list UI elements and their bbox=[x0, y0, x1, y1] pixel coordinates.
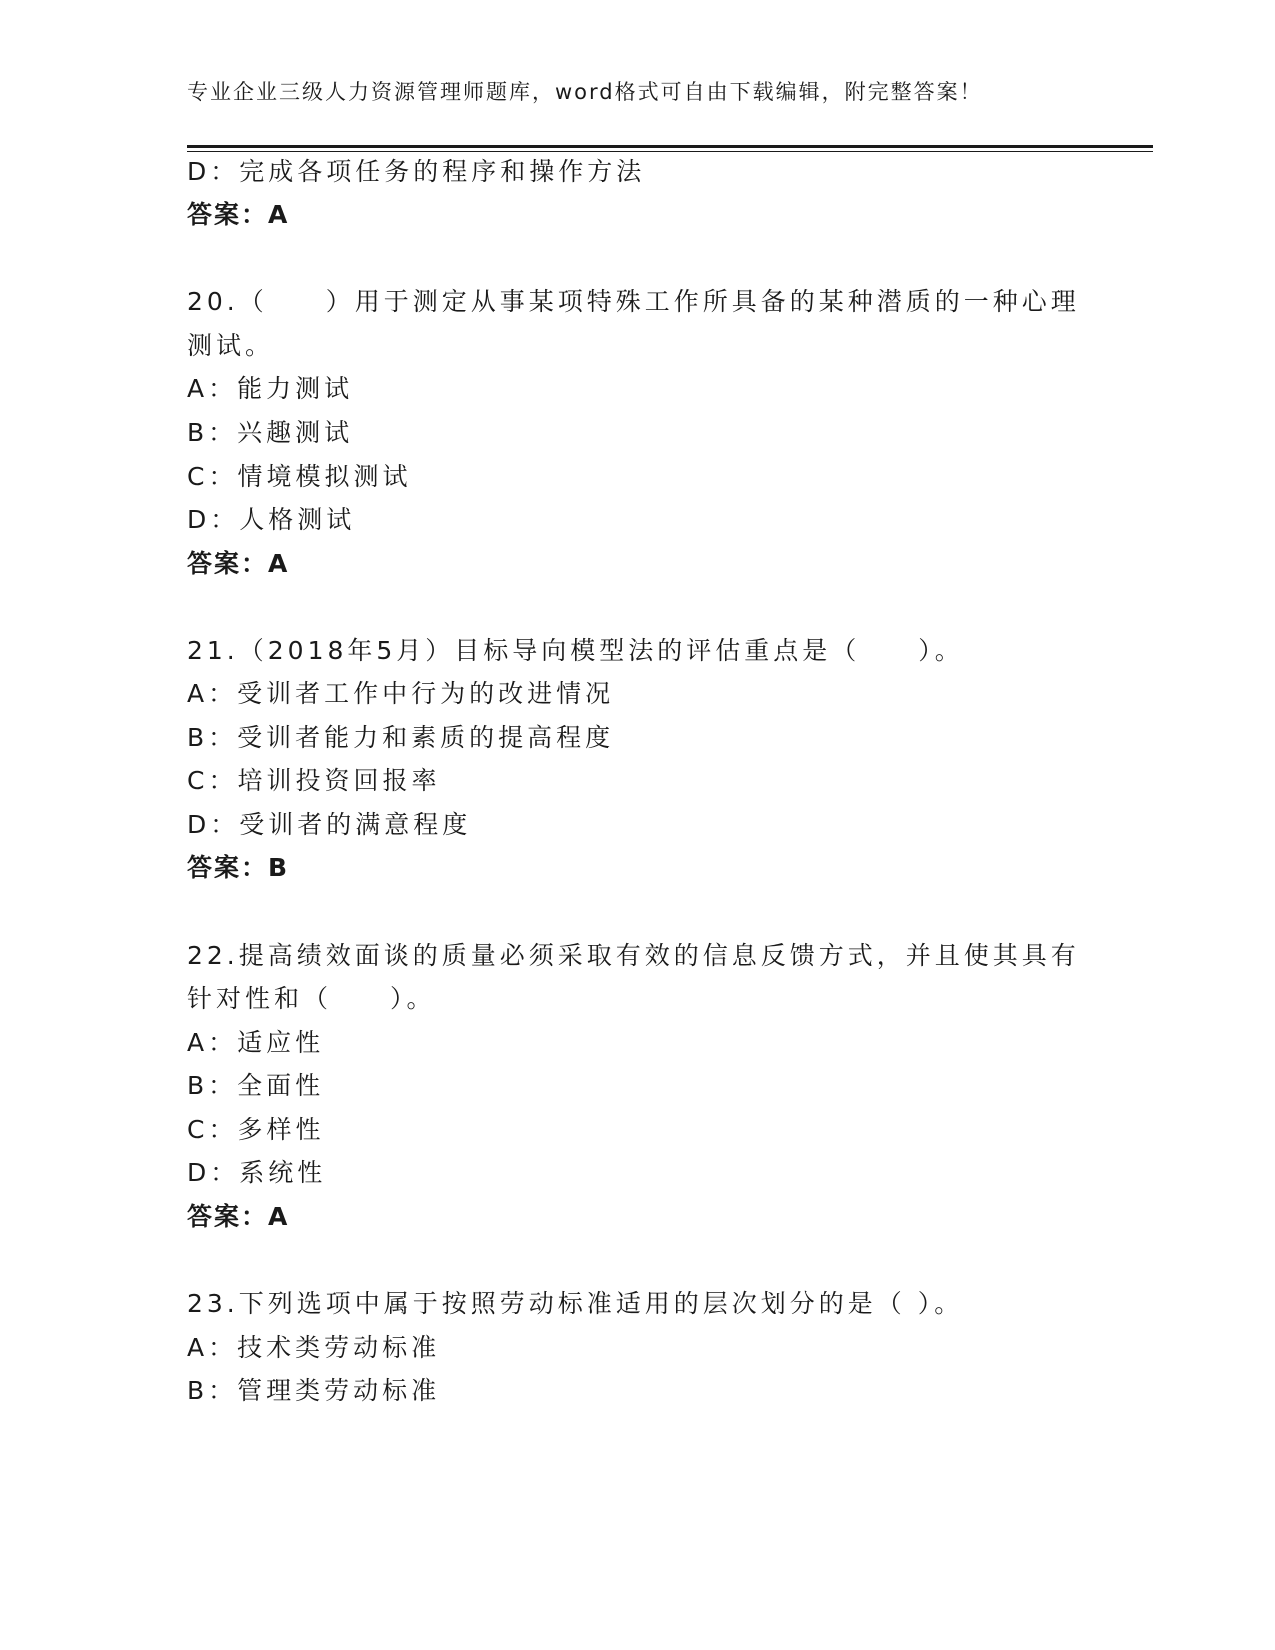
q21-option-d: D：受训者的满意程度 bbox=[187, 810, 472, 839]
q19-option-d: D：完成各项任务的程序和操作方法 bbox=[187, 157, 646, 186]
q21-stem: 21.（2018年5月）目标导向模型法的评估重点是（ ）。 bbox=[187, 636, 964, 665]
q20-option-c: C：情境模拟测试 bbox=[187, 462, 412, 491]
q22-option-b: B：全面性 bbox=[187, 1071, 325, 1100]
q22-option-a: A：适应性 bbox=[187, 1028, 325, 1057]
q22-answer: 答案：A bbox=[187, 1202, 290, 1231]
page-header: 专业企业三级人力资源管理师题库，word格式可自由下载编辑，附完整答案！ bbox=[187, 80, 983, 104]
q20-answer: 答案：A bbox=[187, 549, 290, 578]
q20-option-d: D：人格测试 bbox=[187, 505, 356, 534]
q19-answer: 答案：A bbox=[187, 200, 290, 229]
q22-option-c: C：多样性 bbox=[187, 1115, 325, 1144]
q21-option-c: C：培训投资回报率 bbox=[187, 766, 441, 795]
q21-answer: 答案：B bbox=[187, 853, 290, 882]
q21-option-a: A：受训者工作中行为的改进情况 bbox=[187, 679, 615, 708]
q20-stem-line1: 20.（ ）用于测定从事某项特殊工作所具备的某种潜质的一种心理 bbox=[187, 287, 1080, 316]
q21-option-b: B：受训者能力和素质的提高程度 bbox=[187, 723, 615, 752]
q22-stem-line1: 22.提高绩效面谈的质量必须采取有效的信息反馈方式，并且使其具有 bbox=[187, 941, 1080, 970]
q20-option-a: A：能力测试 bbox=[187, 374, 354, 403]
q20-stem-line2: 测试。 bbox=[187, 331, 275, 360]
header-rule-thick bbox=[187, 145, 1153, 148]
q23-stem: 23.下列选项中属于按照劳动标准适用的层次划分的是（ ）。 bbox=[187, 1289, 964, 1318]
header-rule-thin bbox=[187, 151, 1153, 152]
q23-option-a: A：技术类劳动标准 bbox=[187, 1333, 441, 1362]
q23-option-b: B：管理类劳动标准 bbox=[187, 1376, 441, 1405]
q22-option-d: D：系统性 bbox=[187, 1158, 327, 1187]
q20-option-b: B：兴趣测试 bbox=[187, 418, 354, 447]
q22-stem-line2: 针对性和（ ）。 bbox=[187, 984, 436, 1013]
